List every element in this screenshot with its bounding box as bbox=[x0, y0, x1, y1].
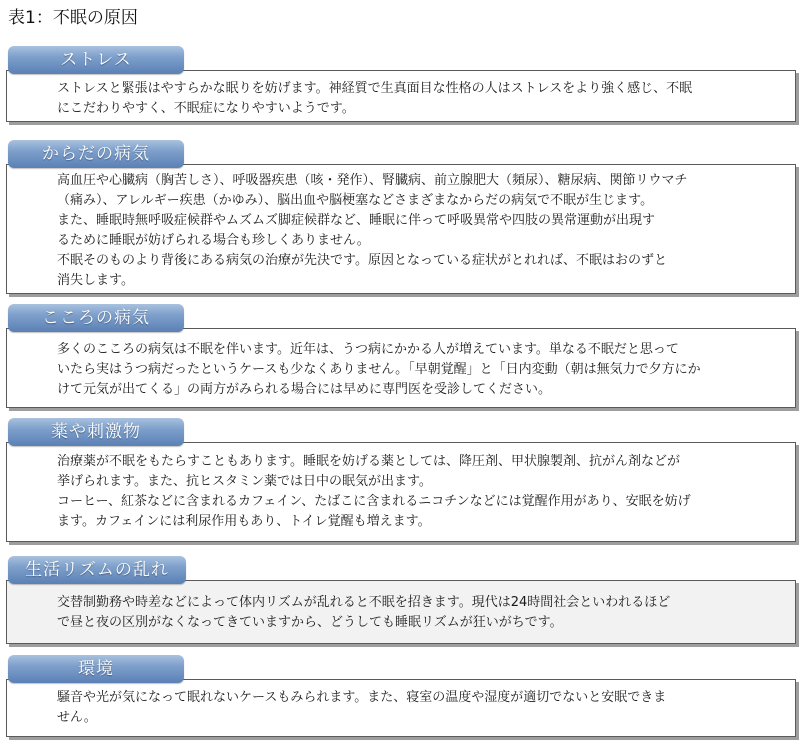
section-text-physical-illness: 高血圧や心臓病（胸苦しさ）、呼吸器疾患（咳・発作）、腎臓病、前立腺肥大（頻尿）、糖尿病、関節リウマチ （痛み）、アレルギー疾患（かゆみ）、脳出血や脳梗塞などさまざまなからだの病気で不眠が生じます。 また、睡眠時無呼吸症候群やムズムズ脚症候群など、睡眠に伴って呼吸異常や四肢の異常運動が出現す るために睡眠が妨げられる場合も珍しくありません。 不眠そのものより背後にある病気の治療が先決です。原因となっている症状がとれれば、不眠はおのずと 消失します。 bbox=[57, 173, 688, 288]
section-drugs-stimulants bbox=[6, 418, 796, 548]
section-body-life-rhythm bbox=[6, 580, 796, 644]
section-life-rhythm bbox=[6, 556, 796, 648]
section-environment bbox=[6, 655, 796, 741]
section-body-physical-illness bbox=[6, 164, 796, 294]
section-body-mental-illness bbox=[6, 328, 796, 408]
section-text-environment: 騒音や光が気になって眠れないケースもみられます。また、寝室の温度や湿度が適切でないと安眠できま せん。 bbox=[57, 690, 667, 725]
section-text-stress: ストレスと緊張はやすらかな眠りを妨げます。神経質で生真面目な性格の人はストレスをより強く感じ、不眠 にこだわりやすく、不眠症になりやすいようです。 bbox=[57, 81, 693, 116]
section-text-life-rhythm: 交替制勤務や時差などによって体内リズムが乱れると不眠を招きます。現代は24時間社会といわれるほど で昼と夜の区別がなくなってきていますから、どうしても睡眠リズムが狂いがちです。 bbox=[57, 595, 671, 630]
section-mental-illness bbox=[6, 304, 796, 414]
section-physical-illness bbox=[6, 140, 796, 298]
section-body-stress bbox=[6, 70, 796, 122]
section-heading-stress: ストレス bbox=[8, 46, 184, 74]
section-heading-drugs-stimulants: 薬や刺激物 bbox=[8, 418, 184, 446]
section-heading-environment: 環境 bbox=[8, 655, 184, 683]
section-stress bbox=[6, 46, 796, 130]
section-body-environment bbox=[6, 679, 796, 737]
section-body-drugs-stimulants bbox=[6, 442, 796, 542]
section-text-mental-illness: 多くのこころの病気は不眠を伴います。近年は、うつ病にかかる人が増えています。単なる不眠だと思って いたら実はうつ病だったというケースも少なくありません。「早朝覚醒」と「日内変動（朝は無気力で夕方にか けて元気が出てくる」の両方がみられる場合には早めに専門医を受診してください。 bbox=[57, 342, 701, 397]
section-text-drugs-stimulants: 治療薬が不眠をもたらすこともあります。睡眠を妨げる薬としては、降圧剤、甲状腺製剤、抗がん剤などが 挙げられます。また、抗ヒスタミン薬では日中の眠気が出ます。 コーヒー、紅茶などに含まれるカフェイン、たばこに含まれるニコチンなどには覚醒作用があり、安眠を妨げ ます。カフェインには利尿作用もあり、トイレ覚醒も増えます。 bbox=[57, 454, 691, 529]
page-title: 表1：不眠の原因 bbox=[8, 8, 138, 28]
section-heading-mental-illness: こころの病気 bbox=[8, 304, 184, 332]
section-heading-physical-illness: からだの病気 bbox=[8, 140, 184, 168]
section-heading-life-rhythm: 生活リズムの乱れ bbox=[8, 556, 186, 584]
